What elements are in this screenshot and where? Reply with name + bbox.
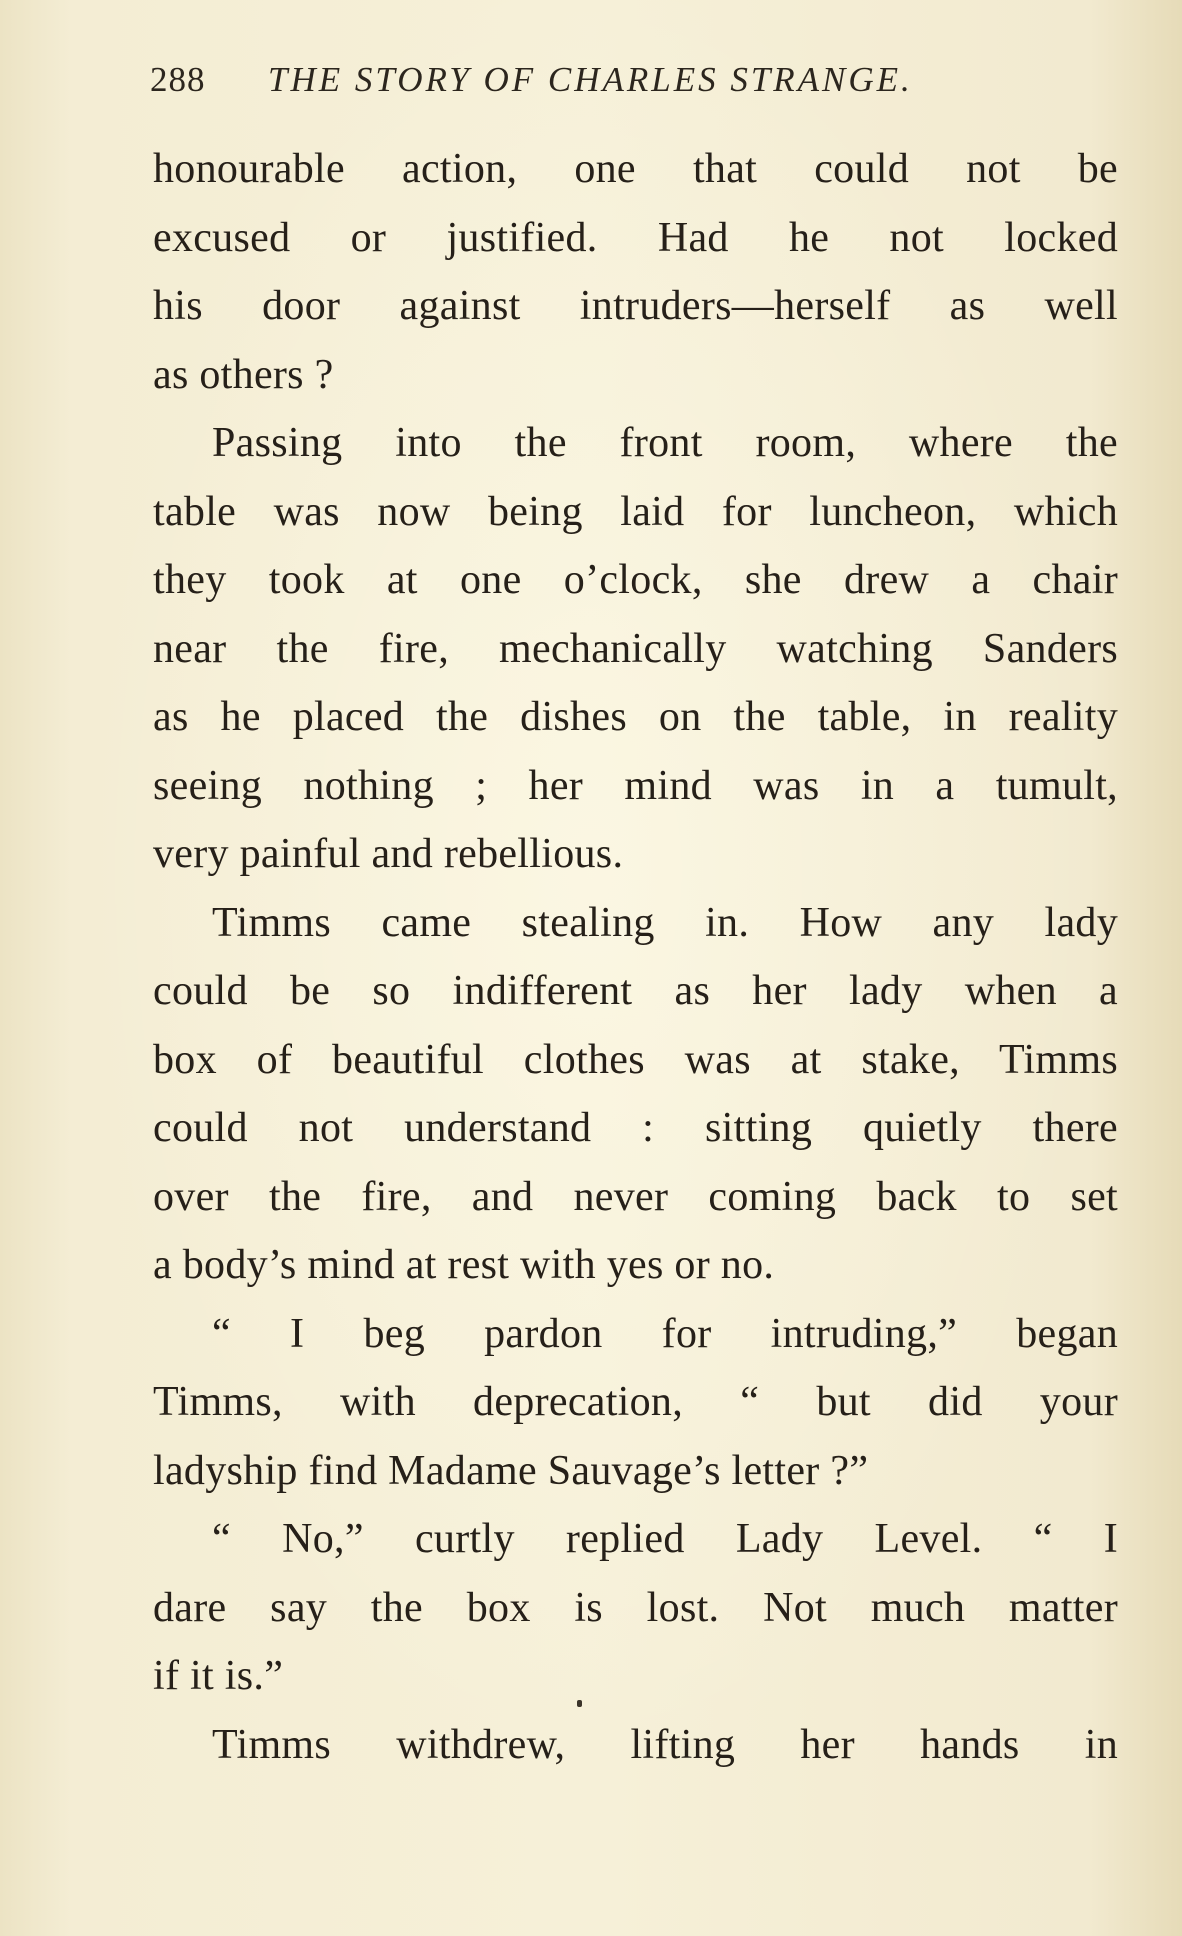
text-line: they took at one o’clock, she drew a chair bbox=[153, 557, 1118, 603]
text-line: seeing nothing ; her mind was in a tumult, bbox=[153, 762, 1118, 809]
text-line: dare say the box is lost. Not much matter bbox=[153, 1584, 1118, 1631]
text-line: as he placed the dishes on the table, in reality bbox=[153, 694, 1118, 740]
ink-speck bbox=[577, 1700, 582, 1707]
text-line: a body’s mind at rest with yes or no. bbox=[153, 1242, 775, 1288]
text-line: Passing into the front room, where the bbox=[212, 420, 1118, 466]
text-line: ladyship find Madame Sauvage’s letter ?” bbox=[153, 1447, 869, 1494]
text-line: box of beautiful clothes was at stake, Timms bbox=[153, 1036, 1118, 1083]
text-line: Timms came stealing in. How any lady bbox=[212, 899, 1118, 946]
running-title: THE STORY OF CHARLES STRANGE. bbox=[268, 60, 913, 99]
text-line: “ I beg pardon for intruding,” began bbox=[212, 1310, 1118, 1357]
text-line: could not understand : sitting quietly there bbox=[153, 1105, 1118, 1151]
text-line: excused or justified. Had he not locked bbox=[153, 214, 1118, 261]
text-line: very painful and rebellious. bbox=[153, 831, 624, 877]
text-line: over the fire, and never coming back to set bbox=[153, 1173, 1118, 1220]
page-number: 288 bbox=[150, 60, 206, 99]
text-line: honourable action, one that could not be bbox=[153, 146, 1118, 192]
running-header bbox=[150, 55, 1010, 105]
body-text bbox=[153, 135, 1118, 1779]
text-line: as others ? bbox=[153, 351, 334, 398]
text-line: table was now being laid for luncheon, which bbox=[153, 488, 1118, 535]
text-line: Timms, with deprecation, “ but did your bbox=[153, 1379, 1118, 1425]
text-line: “ No,” curtly replied Lady Level. “ I bbox=[212, 1516, 1118, 1562]
text-line: his door against intruders—herself as well bbox=[153, 283, 1118, 329]
text-line: if it is.” bbox=[153, 1653, 284, 1699]
text-line: could be so indifferent as her lady when a bbox=[153, 968, 1118, 1014]
text-line: near the fire, mechanically watching Sanders bbox=[153, 625, 1118, 672]
text-line: Timms withdrew, lifting her hands in bbox=[212, 1721, 1118, 1768]
